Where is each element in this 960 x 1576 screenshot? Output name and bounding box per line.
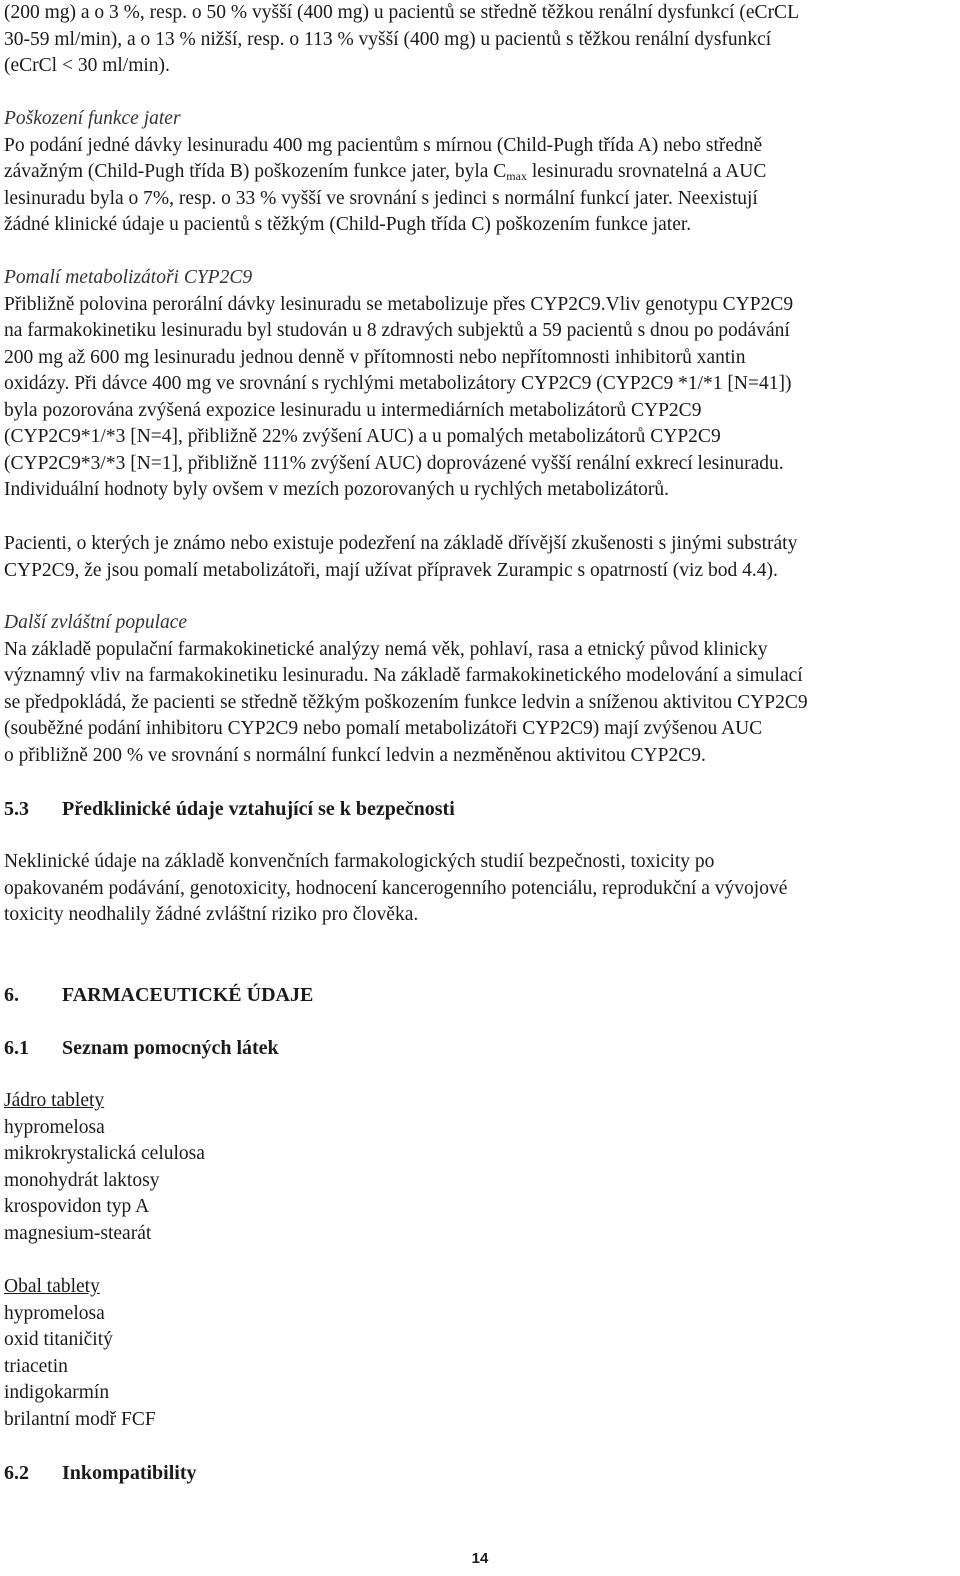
text-line: Přibližně polovina perorální dávky lesinuradu se metabolizuje přes CYP2C9.Vliv genotypu CYP2C9	[4, 293, 794, 315]
subsection-heading: Další zvláštní populace	[4, 612, 188, 633]
other-populations-section	[4, 610, 954, 769]
text-line: Neklinické údaje na základě konvenčních farmakologických studií bezpečnosti, toxicity po	[4, 851, 715, 872]
section-heading-6-2	[4, 1460, 954, 1487]
text-line: toxicity neodhalily žádné zvláštní riziko pro člověka.	[4, 904, 419, 925]
text-line: oxidázy. Při dávce 400 mg ve srovnání s rychlými metabolizátory CYP2C9 (CYP2C9 *1/*1 [N=41])	[4, 373, 792, 394]
text-line: 30-59 ml/min), a o 13 % nižší, resp. o 113 % vyšší (400 mg) u pacientů s těžkou renální dysfunkcí	[4, 28, 772, 50]
text-line: významný vliv na farmakokinetiku lesinuradu. Na základě farmakokinetického modelování a simulací	[4, 665, 803, 686]
section-heading-6	[4, 982, 954, 1009]
list-item: monohydrát laktosy	[4, 1169, 160, 1191]
patients-paragraph	[4, 531, 954, 584]
section-number: 6.2	[4, 1462, 29, 1484]
text-line: (CYP2C9*3/*3 [N=1], přibližně 111% zvýšení AUC) doprovázené vyšší renální exkrecí lesinuradu.	[4, 452, 784, 474]
list-item: krospovidon typ A	[4, 1196, 150, 1217]
section-number: 5.3	[4, 798, 29, 820]
list-item: indigokarmín	[4, 1382, 110, 1403]
text-line: CYP2C9, že jsou pomalí metabolizátoři, mají užívat přípravek Zurampic s opatrností (viz bod 4.4).	[4, 559, 778, 581]
text-line: (eCrCl < 30 ml/min).	[4, 55, 170, 76]
liver-impairment-section	[4, 106, 954, 239]
subsection-heading: Poškození funkce jater	[4, 108, 181, 129]
section-title: FARMACEUTICKÉ ÚDAJE	[62, 984, 314, 1006]
text-line: (CYP2C9*1/*3 [N=4], přibližně 22% zvýšení AUC) a u pomalých metabolizátorů CYP2C9	[4, 426, 721, 447]
intro-paragraph	[4, 0, 954, 80]
subscript: max	[506, 169, 527, 183]
section-title: Seznam pomocných látek	[62, 1037, 279, 1059]
section-title: Inkompatibility	[62, 1462, 197, 1484]
list-item: hypromelosa	[4, 1116, 105, 1138]
text-line: 200 mg až 600 mg lesinuradu jednou denně v přítomnosti nebo nepřítomnosti inhibitorů xantin	[4, 346, 746, 368]
section-number: 6.	[4, 984, 19, 1006]
list-item: magnesium-stearát	[4, 1222, 152, 1244]
text-line: Po podání jedné dávky lesinuradu 400 mg pacientům s mírnou (Child-Pugh třída A) nebo středně	[4, 134, 763, 156]
tablet-core-list	[4, 1088, 954, 1247]
text-line: Individuální hodnoty byly ovšem v mezích pozorovaných u rychlých metabolizátorů.	[4, 479, 669, 500]
text-line: lesinuradu byla o 7%, resp. o 33 % vyšší ve srovnání s jedinci s normální funkcí jater. Neexistují	[4, 187, 758, 209]
list-item: brilantní modř FCF	[4, 1408, 156, 1430]
text-fragment: lesinuradu srovnatelná a AUC	[526, 161, 767, 182]
text-line: na farmakokinetiku lesinuradu byl studován u 8 zdravých subjektů a 59 pacientů s dnou po podávání	[4, 320, 790, 341]
list-heading: Jádro tablety	[4, 1090, 105, 1111]
section-heading-6-1	[4, 1035, 954, 1062]
tablet-coat-list	[4, 1274, 954, 1433]
text-line: o přibližně 200 % ve srovnání s normální funkcí ledvin a nezměněnou aktivitou CYP2C9.	[4, 744, 706, 766]
page-number: 14	[471, 1550, 489, 1567]
text-line: (souběžné podání inhibitoru CYP2C9 nebo pomalí metabolizátoři CYP2C9) mají zvýšenou AUC	[4, 718, 763, 739]
text-line: žádné klinické údaje u pacientů s těžkým (Child-Pugh třída C) poškozením funkce jater.	[4, 214, 692, 235]
text-line: Pacienti, o kterých je známo nebo existuje podezření na základě dřívější zkušenosti s jinými substráty	[4, 533, 798, 554]
list-item: mikrokrystalická celulosa	[4, 1143, 205, 1164]
section-heading-5-3	[4, 796, 954, 823]
text-line: (200 mg) a o 3 %, resp. o 50 % vyšší (400 mg) u pacientů se středně těžkou renální dysfunkcí (eCrCL	[4, 2, 799, 23]
section-title: Předklinické údaje vztahující se k bezpečnosti	[62, 798, 455, 820]
text-line	[4, 159, 954, 186]
list-item: triacetin	[4, 1355, 68, 1377]
subsection-heading: Pomalí metabolizátoři CYP2C9	[4, 267, 253, 288]
list-heading: Obal tablety	[4, 1276, 100, 1297]
list-item: hypromelosa	[4, 1302, 105, 1324]
text-line: Na základě populační farmakokinetické analýzy nemá věk, pohlaví, rasa a etnický původ klinicky	[4, 638, 768, 660]
preclinical-paragraph	[4, 849, 954, 929]
text-line: opakovaném podávání, genotoxicity, hodnocení kancerogenního potenciálu, reprodukční a vývojové	[4, 877, 788, 899]
text-line: byla pozorována zvýšená expozice lesinuradu u intermediárních metabolizátorů CYP2C9	[4, 399, 702, 421]
text-line: se předpokládá, že pacienti se středně těžkým poškozením funkce ledvin a sníženou aktivitou CYP2C9	[4, 691, 808, 713]
list-item: oxid titaničitý	[4, 1329, 113, 1350]
cyp2c9-section	[4, 265, 954, 504]
section-number: 6.1	[4, 1037, 29, 1059]
text-fragment: závažným (Child-Pugh třída B) poškozením funkce jater, byla C	[4, 161, 507, 182]
